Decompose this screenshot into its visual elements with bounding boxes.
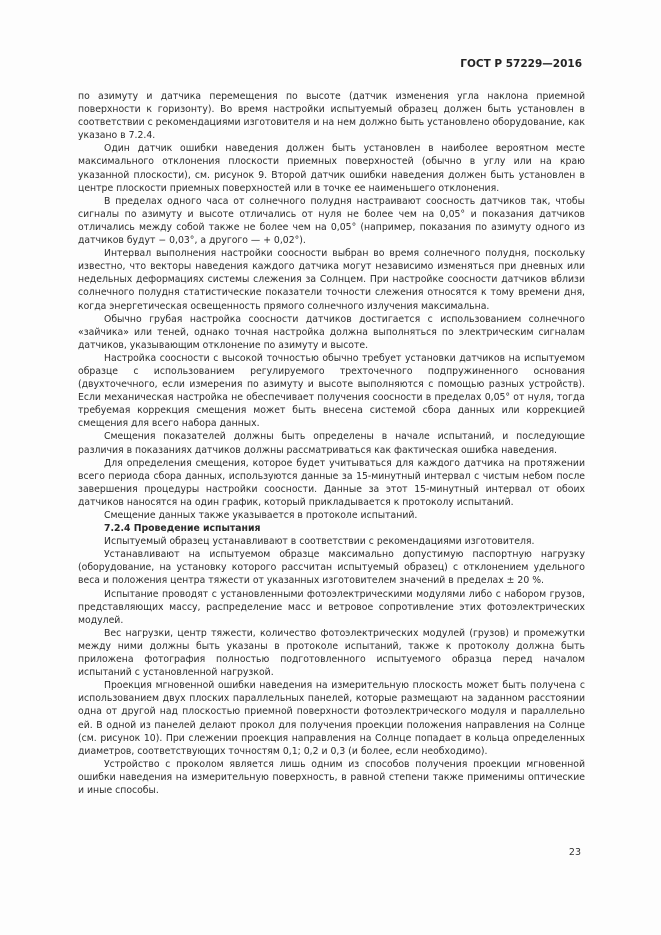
paragraph: Вес нагрузки, центр тяжести, количество фотоэлектрических модулей (грузов) и промежутки между ними должны быть указаны в протоколе испытаний, также к протоколу должна быть приложена фотография полностью подготовленного испытуемого образца перед началом испытаний с установленной нагрузкой. (78, 627, 585, 679)
paragraph: Устанавливают на испытуемом образце максимально допустимую паспортную нагрузку (оборудование, на установку которого рассчитан испытуемый образец) с отклонением удельного веса и положения центра тяжести от указанных изготовителем значений в пределах ± 20 %. (78, 549, 585, 587)
paragraph: Смещение данных также указывается в протоколе испытаний. (104, 510, 418, 521)
standard-header: ГОСТ Р 57229—2016 (460, 58, 582, 70)
paragraph: Испытание проводят с установленными фотоэлектрическими модулями либо с набором грузов, представляющих массу, распределение масс и ветровое сопротивление этих фотоэлектрических модулей. (78, 588, 585, 626)
paragraph: Обычно грубая настройка соосности датчиков достигается с использованием солнечного «зайчика» или теней, однако точная настройка должна выполняться по электрическим сигналам датчиков, указывающим отклонение по азимуту и высоте. (78, 313, 585, 351)
paragraph: Настройка соосности с высокой точностью обычно требует установки датчиков на испытуемом образце с использованием регулируемого трехточечного подпружиненного основания (двухточечного, если измерения по азимуту и высоте выполняются с помощью разных устройств). Если механическая настройка не обеспечивает получения соосности в пределах 0,05° от нуля, тогда требуемая коррекция смещения может быть внесена системой сбора данных или коррекцией смещения для всего набора данных. (78, 352, 585, 430)
paragraph: В пределах одного часа от солнечного полудня настраивают соосность датчиков так, чтобы сигналы по азимуту и высоте отличались от нуля не более чем на 0,05° и показания датчиков отличались между собой также не более чем на 0,05° (например, показания по азимуту одного из датчиков будут − 0,03°, а другого — + 0,02°). (78, 195, 585, 247)
page-number: 23 (568, 847, 581, 858)
paragraph: Один датчик ошибки наведения должен быть установлен в наиболее вероятном месте максимального отклонения плоскости приемных поверхностей (обычно в углу или на краю указанной плоскости), см. рисунок 9. Второй датчик ошибки наведения должен быть установлен в центре плоскости приемных поверхностей или в точке ее наименьшего отклонения. (78, 143, 585, 194)
document-body (78, 90, 585, 797)
paragraph: Устройство с проколом является лишь одним из способов получения проекции мгновенной ошибки наведения на измерительную поверхность, в равной степени также применимы оптические и иные способы. (78, 758, 585, 796)
section-heading: 7.2.4 Проведение испытания (104, 523, 261, 535)
paragraph: Испытуемый образец устанавливают в соответствии с рекомендациями изготовителя. (104, 536, 535, 548)
paragraph: Для определения смещения, которое будет учитываться для каждого датчика на протяжении всего периода сбора данных, используются данные за 15-минутный интервал с чистым небом после завершения процедуры настройки соосности. Данные за этот 15-минутный интервал от обоих датчиков наносятся на один график, который прикладывается к протоколу испытаний. (78, 457, 585, 508)
paragraph: Интервал выполнения настройки соосности выбран во время солнечного полудня, поскольку известно, что векторы наведения каждого датчика могут независимо изменяться при дневных или недельных деформациях системы слежения за Солнцем. При настройке соосности датчиков вблизи солнечного полудня статистические показатели точности слежения относятся к тому времени дня, когда энергетическая освещенность прямого солнечного излучения максимальна. (78, 248, 585, 312)
paragraph: Смещения показателей должны быть определены в начале испытаний, и последующие различия в показаниях датчиков должны рассматриваться как фактическая ошибка наведения. (78, 431, 585, 456)
paragraph: Проекция мгновенной ошибки наведения на измерительную плоскость может быть получена с использованием двух плоских параллельных панелей, которые размещают на заданном расстоянии одна от другой над плоскостью приемной поверхности фотоэлектрического модуля и параллельно ей. В одной из панелей делают прокол для получения проекции положения направления на Солнце (см. рисунок 10). При слежении проекция направления на Солнце попадает в кольца определенных диаметров, соответствующих точностям 0,1; 0,2 и 0,3 (и более, если необходимо). (78, 680, 585, 757)
paragraph: по азимуту и датчика перемещения по высоте (датчик изменения угла наклона приемной поверхности к горизонту). Во время настройки испытуемый образец должен быть установлен в соответствии с рекомендациями изготовителя и на нем должно быть установлено оборудование, как указано в 7.2.4. (78, 91, 585, 142)
